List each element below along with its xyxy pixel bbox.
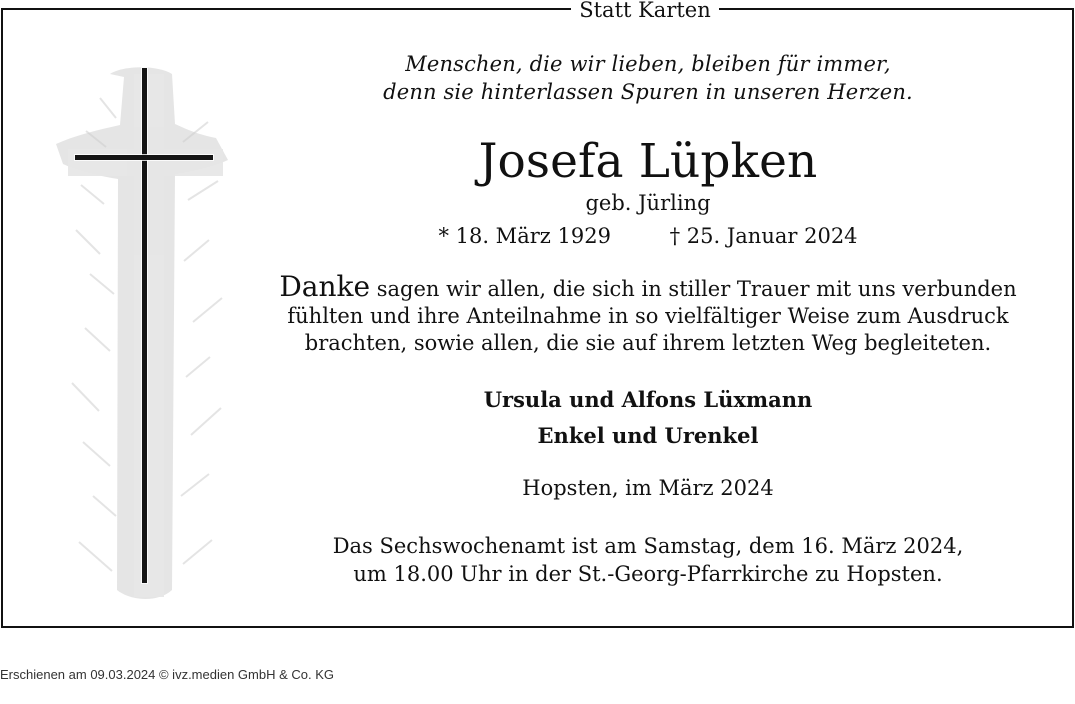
quote-line: Menschen, die wir lieben, bleiben für immer, — [405, 52, 891, 76]
family-line: Ursula und Alfons Lüxmann — [483, 387, 813, 412]
notice-text-column — [263, 50, 1033, 588]
memorial-quote — [263, 50, 1033, 106]
maiden-name: geb. Jürling — [585, 191, 711, 215]
cross-texture-icon — [38, 50, 263, 620]
birth-date: * 18. März 1929 — [438, 224, 611, 248]
notice-header-label: Statt Karten — [571, 0, 719, 23]
thanks-line: fühlten und ihre Anteilnahme in so vielfältiger Weise zum Ausdruck — [287, 304, 1009, 328]
cross-horizontal-beam — [75, 155, 213, 160]
death-date: † 25. Januar 2024 — [669, 224, 858, 248]
thanks-message — [263, 270, 1033, 357]
thanks-word: Danke — [279, 270, 371, 303]
family-signatures — [263, 382, 1033, 454]
life-dates — [263, 224, 1033, 249]
cross-vertical-beam — [142, 68, 147, 583]
deceased-name: Josefa Lüpken — [478, 134, 818, 189]
quote-line: denn sie hinterlassen Spuren in unseren Herzen. — [383, 80, 913, 104]
cross-image — [38, 50, 263, 620]
family-line: Enkel und Urenkel — [537, 423, 759, 448]
place-date: Hopsten, im März 2024 — [522, 476, 774, 500]
thanks-line: sagen wir allen, die sich in stiller Trauer mit uns verbunden — [370, 277, 1017, 301]
mass-line: um 18.00 Uhr in der St.-Georg-Pfarrkirche zu Hopsten. — [353, 562, 943, 586]
memorial-mass-info — [263, 532, 1033, 588]
publication-footer: Erschienen am 09.03.2024 © ivz.medien GmbH & Co. KG — [0, 667, 335, 682]
obituary-notice — [1, 0, 1074, 628]
mass-line: Das Sechswochenamt ist am Samstag, dem 16. März 2024, — [332, 534, 964, 558]
thanks-line: brachten, sowie allen, die sie auf ihrem letzten Weg begleiteten. — [304, 331, 992, 355]
